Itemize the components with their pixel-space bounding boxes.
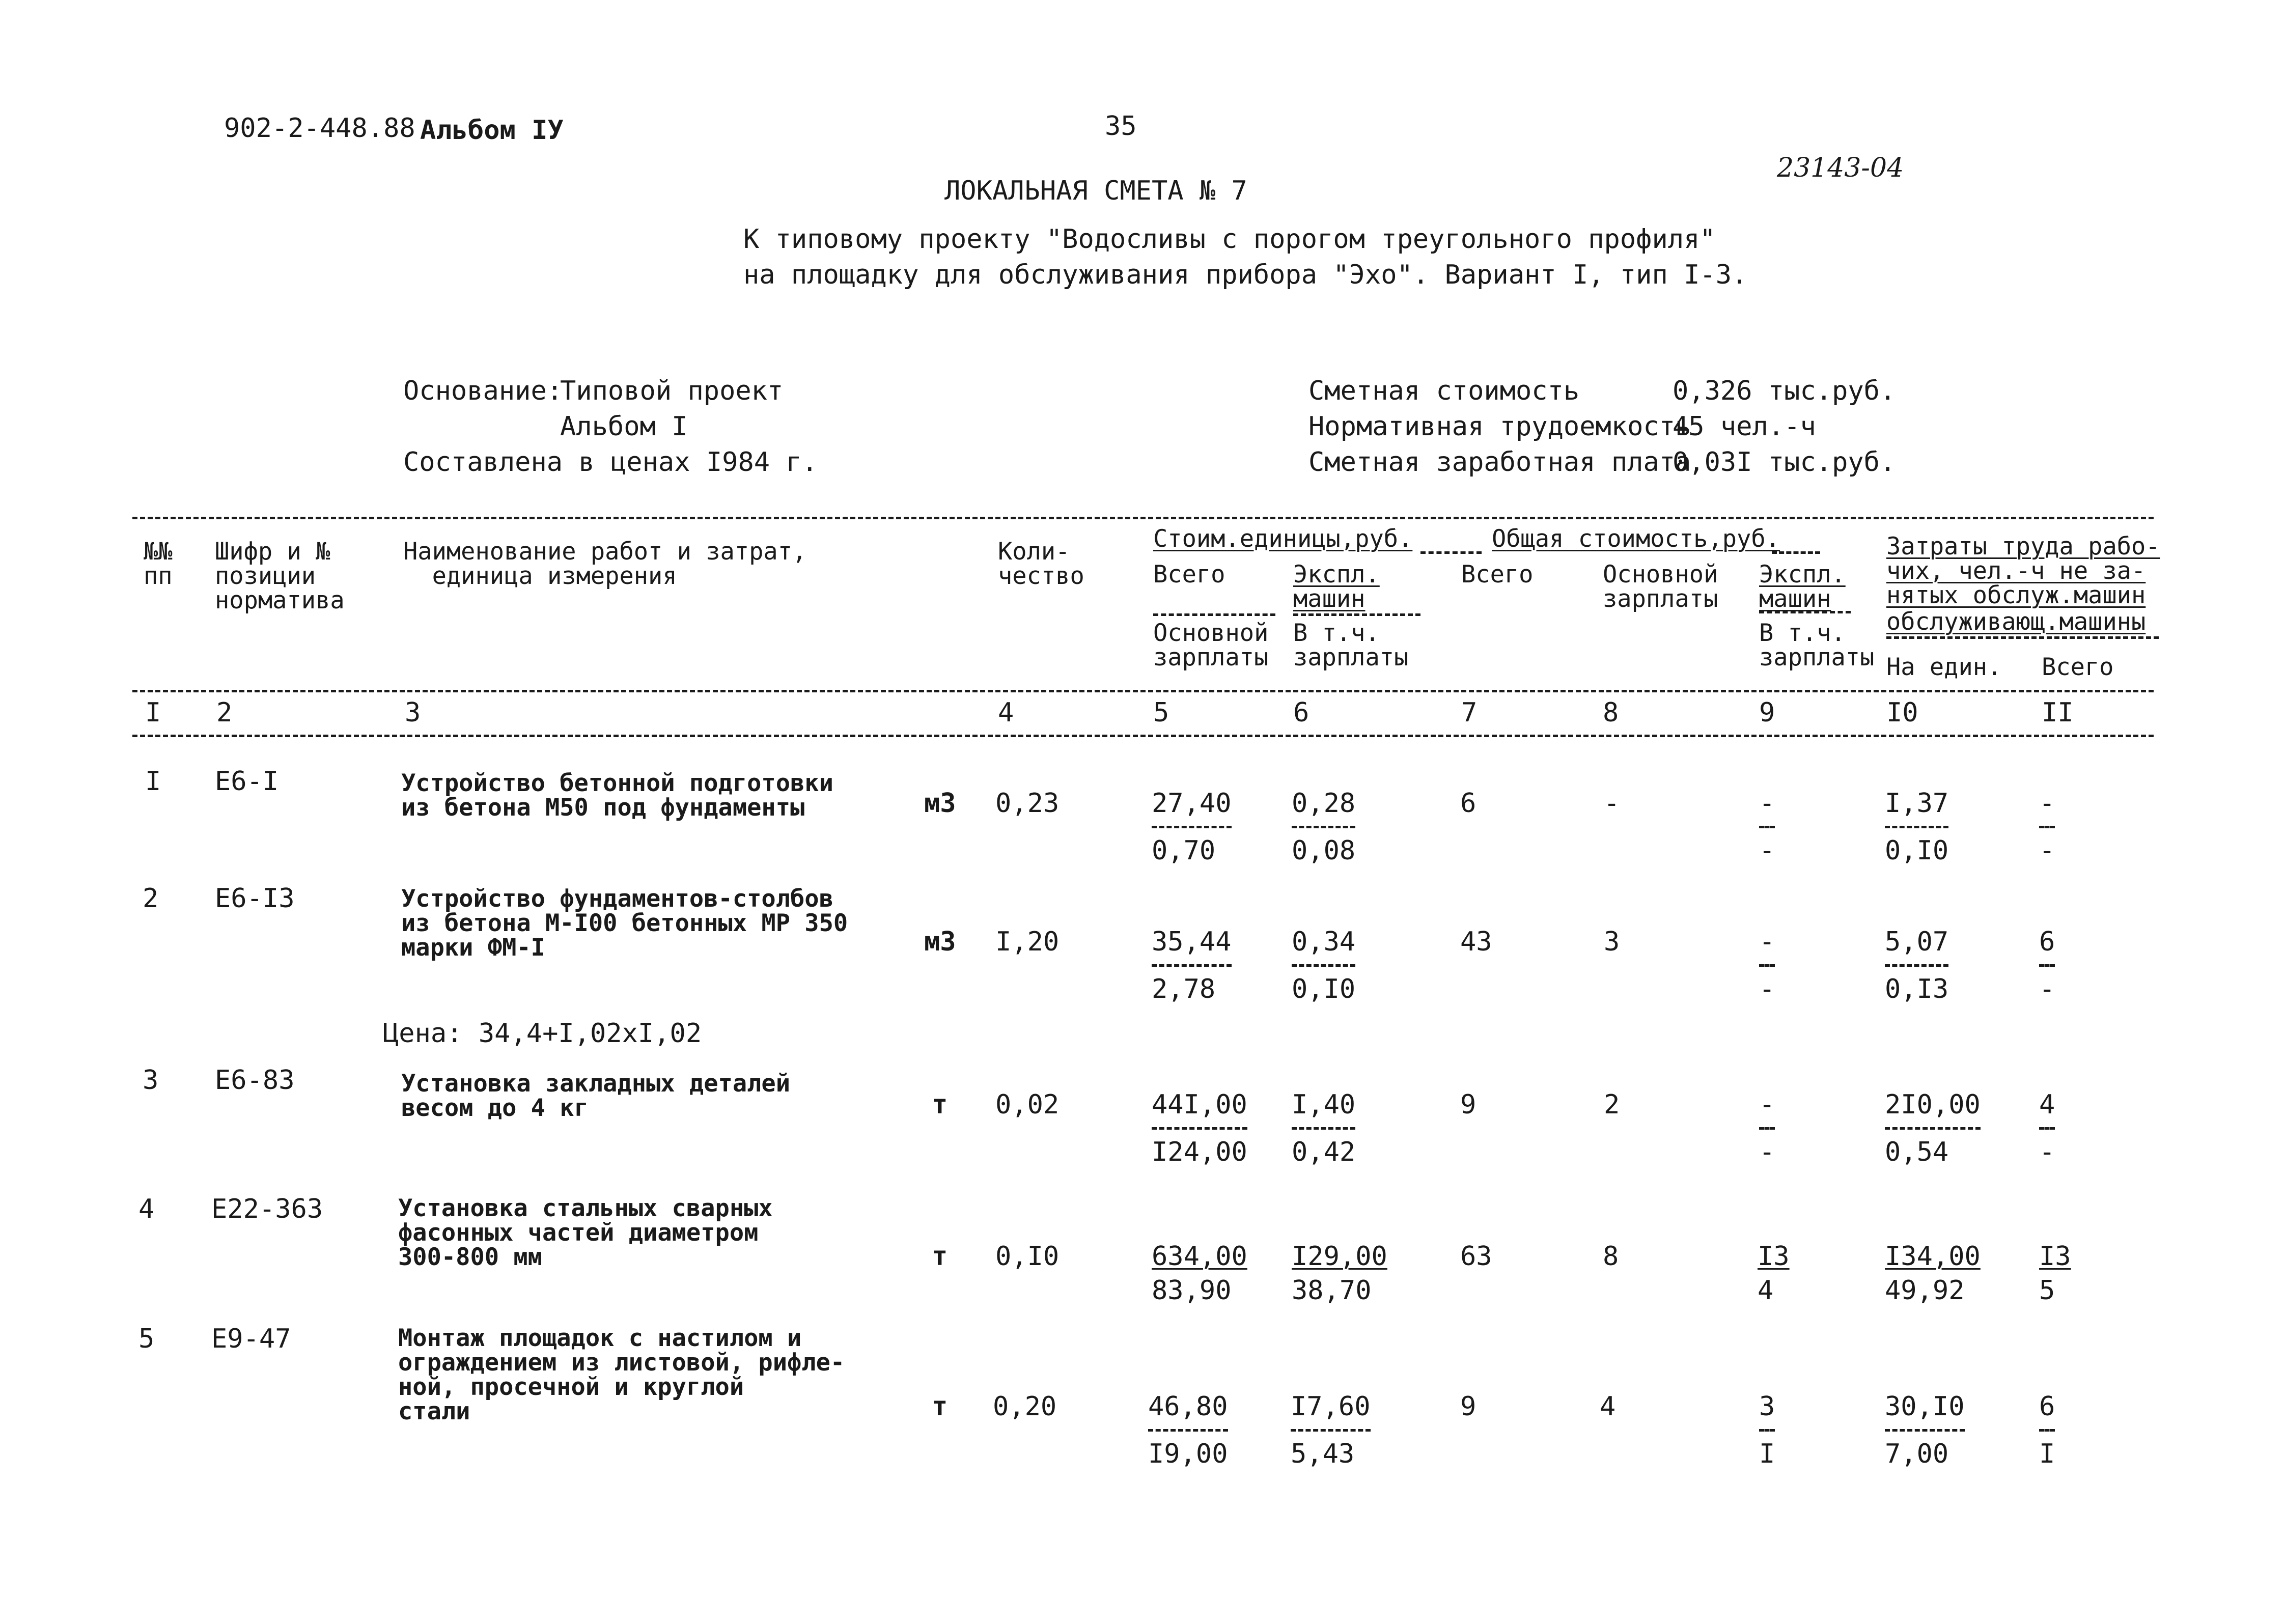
fraction-bar — [2039, 964, 2055, 967]
wage-label: Сметная заработная плата — [1308, 447, 1691, 478]
labor-unit-2: 0,I3 — [1885, 974, 1949, 1004]
labor-unit: I34,00 — [1885, 1241, 1981, 1272]
table-top-rule — [132, 517, 2154, 519]
col-header-total: Всего — [1461, 561, 1534, 589]
unit-mach: 0,34 — [1292, 927, 1356, 957]
col-header-number: №№ пп — [144, 538, 173, 590]
col-number-3: 3 — [405, 697, 421, 728]
unit-mach-fraction — [1291, 1391, 1371, 1469]
unit-cost-fraction — [1152, 788, 1232, 866]
fraction-bar — [1292, 826, 1355, 828]
labor-unit-fraction — [1885, 1089, 1981, 1167]
col-header-labor-unit: На един. — [1886, 653, 2002, 681]
labor-unit-fraction — [1885, 788, 1948, 866]
labor-total: 6 — [2039, 927, 2055, 957]
estimate-title: ЛОКАЛЬНАЯ СМЕТА № 7 — [944, 176, 1247, 206]
row-code: Е6-83 — [215, 1065, 295, 1096]
unit-mach-wage: 0,08 — [1292, 835, 1356, 866]
labor-unit: 30,I0 — [1885, 1391, 1965, 1422]
col-header-labor-total: Всего — [2042, 653, 2114, 681]
row-name: Устройство бетонной подготовки из бетона М50 под фундаменты — [401, 769, 833, 822]
row-qty: 0,02 — [995, 1089, 1060, 1120]
col-number-11: II — [2042, 697, 2074, 728]
unit-total: 44I,00 — [1152, 1089, 1247, 1120]
labor-total: I3 — [2039, 1241, 2071, 1272]
col-number-1: I — [145, 697, 161, 728]
col-number-6: 6 — [1293, 697, 1309, 728]
row-code: Е6-I — [215, 766, 279, 797]
col-header-total-mach-wage: В т.ч. зарплаты — [1759, 619, 1875, 671]
total-mach-wage: - — [1759, 1137, 1775, 1167]
unit-mach-fraction — [1292, 927, 1355, 1004]
labor-unit-2: 49,92 — [1885, 1275, 1965, 1306]
total-mach-wage: - — [1759, 835, 1775, 866]
fraction-bar — [1759, 1429, 1775, 1432]
col-header-total-mach-rule — [1759, 611, 1851, 613]
unit-mach-wage: 0,I0 — [1292, 974, 1356, 1004]
fraction-bar — [1148, 1429, 1228, 1432]
row-wage: 4 — [1600, 1391, 1616, 1422]
unit-mach-wage: 38,70 — [1292, 1275, 1372, 1306]
labor-unit-2: 0,I0 — [1885, 835, 1949, 866]
labor-label: Нормативная трудоемкость — [1308, 411, 1691, 442]
labor-total-fraction — [2039, 788, 2055, 866]
fraction-bar — [2039, 1127, 2055, 1130]
row-number: 5 — [138, 1324, 155, 1354]
row-number: 3 — [143, 1065, 159, 1096]
fraction-bar — [1291, 1429, 1371, 1432]
fraction-bar — [1885, 1429, 1965, 1432]
unit-cost-fraction — [1152, 927, 1232, 1004]
basis-value-2: Альбом I — [560, 411, 688, 442]
unit-mach-wage: 5,43 — [1291, 1439, 1355, 1469]
total-mach: I3 — [1758, 1241, 1790, 1272]
labor-total-2: I — [2039, 1439, 2055, 1469]
cost-value: 0,326 тыс.руб. — [1673, 376, 1896, 406]
row-total: 9 — [1460, 1391, 1476, 1422]
col-number-2: 2 — [216, 697, 233, 728]
row-name: Установка закладных деталей весом до 4 кг — [401, 1070, 791, 1122]
unit-cost-fraction — [1148, 1391, 1228, 1469]
labor-total-fraction — [2039, 1089, 2055, 1167]
group-header-total-cost: Общая стоимость,руб. — [1492, 525, 1780, 553]
fraction-bar — [2039, 1429, 2055, 1432]
row-qty: I,20 — [995, 927, 1060, 957]
unit-mach: 0,28 — [1292, 788, 1356, 819]
col-number-4: 4 — [998, 697, 1014, 728]
unit-mach-fraction — [1292, 788, 1355, 866]
unit-wage: I24,00 — [1152, 1137, 1247, 1167]
fraction-bar — [1292, 964, 1355, 967]
col-header-qty: Коли- чество — [998, 538, 1084, 590]
price-note: Цена: 34,4+I,02хI,02 — [383, 1018, 702, 1049]
group-header-labor-sub: обслуживающ.машины — [1886, 608, 2146, 636]
row-wage: 8 — [1603, 1241, 1619, 1272]
total-mach: 3 — [1759, 1391, 1775, 1422]
fraction-bar — [1759, 1127, 1775, 1130]
labor-unit-2: 7,00 — [1885, 1439, 1949, 1469]
col-number-10: I0 — [1886, 697, 1918, 728]
row-number: 2 — [143, 883, 159, 914]
total-mach: - — [1759, 788, 1775, 819]
unit-total: 27,40 — [1152, 788, 1232, 819]
prices-note: Составлена в ценах I984 г. — [403, 447, 818, 478]
row-total: 43 — [1460, 927, 1492, 957]
labor-total-2: 5 — [2039, 1275, 2055, 1306]
unit-mach: I29,00 — [1292, 1241, 1387, 1272]
row-total: 63 — [1460, 1241, 1492, 1272]
labor-unit: 2I0,00 — [1885, 1089, 1981, 1120]
fraction-bar — [1759, 964, 1775, 967]
fraction-bar — [1292, 1127, 1355, 1130]
row-total: 9 — [1460, 1089, 1476, 1120]
row-unit: т — [932, 1391, 948, 1422]
unit-total: 46,80 — [1148, 1391, 1228, 1422]
row-number: 4 — [138, 1194, 155, 1224]
col-header-code: Шифр и № позиции норматива — [215, 538, 345, 614]
total-mach-fraction — [1759, 788, 1775, 866]
unit-mach: I,40 — [1292, 1089, 1356, 1120]
row-unit: м3 — [924, 788, 956, 819]
total-mach-fraction — [1759, 1391, 1775, 1469]
col-header-total-mach: Экспл. машин — [1759, 561, 1846, 613]
row-code: Е9-47 — [211, 1324, 291, 1354]
group-header-labor: Затраты труда рабо- чих, чел.-ч не за- нятых обслуж.машин — [1886, 533, 2160, 609]
col-header-unit-total: Всего — [1153, 561, 1225, 589]
labor-total: - — [2039, 788, 2055, 819]
row-code: Е22-363 — [211, 1194, 323, 1224]
unit-wage: 0,70 — [1152, 835, 1216, 866]
unit-total: 634,00 — [1152, 1241, 1247, 1272]
labor-unit: I,37 — [1885, 788, 1949, 819]
labor-value: 45 чел.-ч — [1673, 411, 1816, 442]
row-unit: м3 — [924, 927, 956, 957]
fraction-bar — [1152, 826, 1232, 828]
unit-cost-fraction — [1152, 1089, 1247, 1167]
total-mach: - — [1759, 1089, 1775, 1120]
labor-total-fraction — [2039, 927, 2055, 1004]
col-number-9: 9 — [1759, 697, 1775, 728]
row-qty: 0,20 — [993, 1391, 1057, 1422]
page-number: 35 — [1105, 111, 1137, 142]
row-name: Установка стальных сварных фасонных частей диаметром 300-800 мм — [398, 1194, 773, 1271]
subtitle-line-2: на площадку для обслуживания прибора "Эхо". Вариант I, тип I-3. — [743, 260, 1748, 290]
doc-code: 902-2-448.88 — [224, 113, 415, 144]
fraction-bar — [1152, 964, 1232, 967]
fraction-bar — [1885, 826, 1948, 828]
group-header-unit-cost: Стоим.единицы,руб. — [1153, 525, 1413, 553]
row-unit: т — [932, 1241, 948, 1272]
row-number: I — [145, 766, 161, 797]
unit-mach-wage: 0,42 — [1292, 1137, 1356, 1167]
labor-sub-rule — [1886, 636, 2159, 639]
col-header-unit-mach-wage: В т.ч. зарплаты — [1293, 619, 1409, 671]
labor-total: 4 — [2039, 1089, 2055, 1120]
labor-unit: 5,07 — [1885, 927, 1949, 957]
unit-total: 35,44 — [1152, 927, 1232, 957]
col-number-8: 8 — [1603, 697, 1619, 728]
col-header-name: Наименование работ и затрат, единица измерения — [403, 538, 807, 590]
row-name: Монтаж площадок с настилом и ограждением из листовой, рифле- ной, просечной и круглой стали — [398, 1324, 845, 1425]
subtitle-line-1: К типовому проекту "Водосливы с порогом треугольного профиля" — [743, 224, 1716, 255]
fraction-bar — [1885, 964, 1948, 967]
row-name: Устройство фундаментов-столбов из бетона М-I00 бетонных МР 350 марки ФМ-I — [401, 885, 848, 962]
col-header-unit-total-rule — [1153, 613, 1275, 616]
col-header-unit-mach: Экспл. машин — [1293, 561, 1380, 613]
col-number-7: 7 — [1461, 697, 1478, 728]
col-header-total-wage: Основной зарплаты — [1603, 561, 1718, 613]
col-header-unit-wage: Основной зарплаты — [1153, 619, 1269, 671]
unit-mach-fraction — [1292, 1089, 1355, 1167]
basis-value-1: Типовой проект — [560, 376, 784, 406]
column-numbers-rule — [132, 735, 2154, 737]
col-number-5: 5 — [1153, 697, 1169, 728]
row-code: Е6-I3 — [215, 883, 295, 914]
total-mach-wage: I — [1759, 1439, 1775, 1469]
labor-unit-fraction — [1885, 927, 1948, 1004]
group-header-total-cost-tail — [1772, 551, 1820, 554]
total-mach-wage: - — [1759, 974, 1775, 1004]
total-mach-fraction — [1759, 1089, 1775, 1167]
wage-value: 0,03I тыс.руб. — [1673, 447, 1896, 478]
handwritten-note: 23143-04 — [1777, 153, 1904, 183]
fraction-bar — [1885, 1127, 1981, 1130]
labor-unit-fraction — [1885, 1391, 1965, 1469]
fraction-bar — [1152, 1127, 1247, 1130]
labor-unit-2: 0,54 — [1885, 1137, 1949, 1167]
labor-total: 6 — [2039, 1391, 2055, 1422]
labor-total-fraction — [2039, 1391, 2055, 1469]
labor-total-2: - — [2039, 835, 2055, 866]
row-wage: 3 — [1604, 927, 1620, 957]
row-total: 6 — [1460, 788, 1476, 819]
row-unit: т — [932, 1089, 948, 1120]
header-bottom-rule — [132, 690, 2154, 692]
group-header-unit-cost-tail — [1420, 551, 1482, 554]
unit-mach: I7,60 — [1291, 1391, 1371, 1422]
labor-total-2: - — [2039, 1137, 2055, 1167]
row-wage: 2 — [1604, 1089, 1620, 1120]
unit-wage: I9,00 — [1148, 1439, 1228, 1469]
fraction-bar — [2039, 826, 2055, 828]
basis-label: Основание: — [403, 376, 563, 406]
row-qty: 0,23 — [995, 788, 1060, 819]
total-mach-fraction — [1759, 927, 1775, 1004]
total-mach-wage: 4 — [1758, 1275, 1774, 1306]
labor-total-2: - — [2039, 974, 2055, 1004]
total-mach: - — [1759, 927, 1775, 957]
fraction-bar — [1759, 826, 1775, 828]
unit-wage: 83,90 — [1152, 1275, 1232, 1306]
unit-wage: 2,78 — [1152, 974, 1216, 1004]
cost-label: Сметная стоимость — [1308, 376, 1580, 406]
album-label: Альбом IУ — [420, 115, 564, 146]
row-qty: 0,I0 — [995, 1241, 1060, 1272]
row-wage: - — [1604, 788, 1620, 819]
col-header-unit-mach-rule — [1293, 613, 1420, 616]
